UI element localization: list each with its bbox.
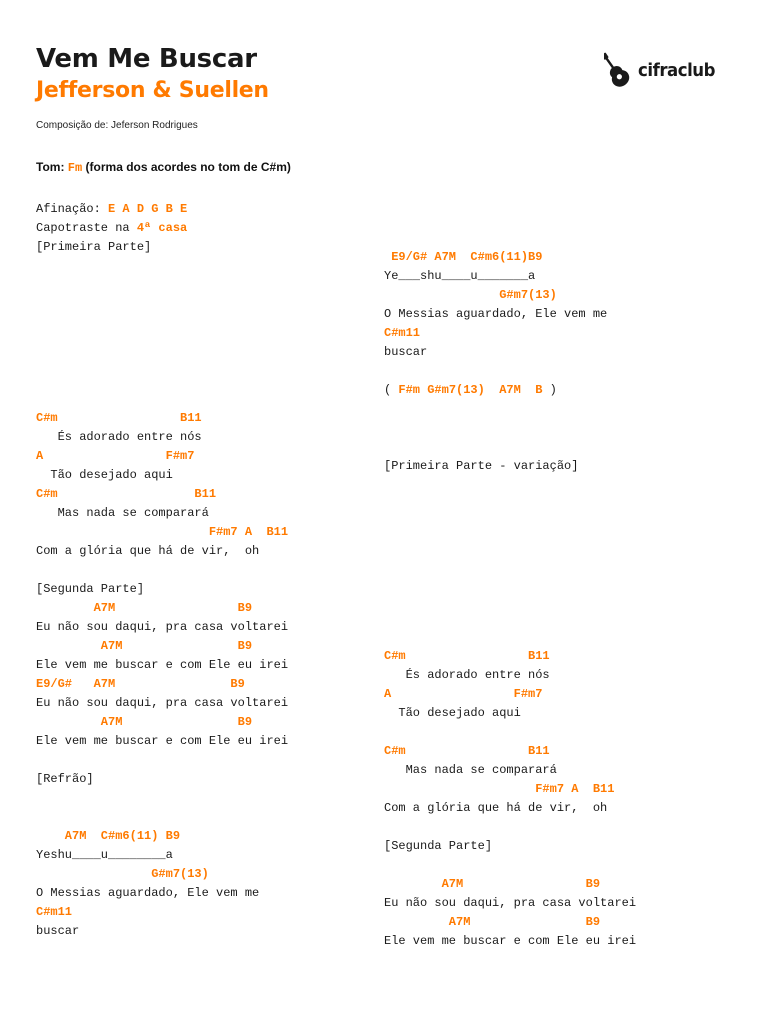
- section-heading: [36, 238, 288, 257]
- chord-line[interactable]: E9/G# A7M B9: [36, 677, 245, 691]
- lyric-text: Ye___shu____u_______a: [384, 269, 536, 283]
- chord-line[interactable]: A7M B9: [36, 601, 253, 615]
- key-line: [36, 160, 291, 175]
- lyric-line: [384, 799, 636, 818]
- section-label: [Primeira Parte]: [36, 240, 152, 254]
- blank-line: [384, 723, 636, 742]
- lyric-text: Capotraste na: [36, 221, 137, 235]
- blank-line: [384, 400, 636, 419]
- blank-line: [384, 609, 636, 628]
- key-note: (forma dos acordes no tom de C#m): [85, 160, 291, 174]
- left-column: [36, 200, 288, 941]
- blank-line: [384, 856, 636, 875]
- song-title: Vem Me Buscar: [36, 44, 257, 74]
- lyric-text: Mas nada se comparará: [36, 506, 209, 520]
- chord-line[interactable]: C#m B11: [384, 744, 550, 758]
- blank-line: [36, 808, 288, 827]
- lyric-line: [36, 656, 288, 675]
- chord-line[interactable]: G#m7(13): [384, 288, 557, 302]
- chord-line[interactable]: F#m7 A B11: [36, 525, 289, 539]
- blank-line: [384, 495, 636, 514]
- blank-line: [36, 257, 288, 276]
- blank-line: [384, 476, 636, 495]
- lyric-text: Tão desejado aqui: [384, 706, 521, 720]
- blank-line: [384, 590, 636, 609]
- lyric-line: [36, 846, 288, 865]
- lyric-text: Ele vem me buscar e com Ele eu irei: [384, 934, 637, 948]
- lyric-text: És adorado entre nós: [384, 668, 550, 682]
- lyric-text: buscar: [384, 345, 428, 359]
- section-label: [Refrão]: [36, 772, 94, 786]
- right-column: [384, 248, 636, 951]
- chord-line[interactable]: E9/G# A7M C#m6(11)B9: [384, 250, 543, 264]
- chord-line[interactable]: C#m11: [384, 326, 421, 340]
- cifraclub-logo[interactable]: [604, 46, 722, 94]
- lyric-text: Eu não sou daqui, pra casa voltarei: [384, 896, 637, 910]
- lyric-line: [36, 200, 288, 219]
- lyric-line: [384, 305, 636, 324]
- blank-line: [384, 571, 636, 590]
- lyric-text: Eu não sou daqui, pra casa voltarei: [36, 620, 289, 634]
- key-label: Tom:: [36, 160, 65, 174]
- section-heading: [36, 580, 288, 599]
- setting-value[interactable]: 4ª casa: [136, 221, 188, 235]
- lyric-text: Ele vem me buscar e com Ele eu irei: [36, 734, 289, 748]
- blank-line: [36, 789, 288, 808]
- blank-line: [384, 818, 636, 837]
- blank-line: [36, 295, 288, 314]
- lyric-text: O Messias aguardado, Ele vem me: [36, 886, 260, 900]
- key-chord[interactable]: Fm: [67, 161, 83, 175]
- chord-line[interactable]: C#m B11: [384, 649, 550, 663]
- section-label: [Primeira Parte - variação]: [384, 459, 579, 473]
- setting-value[interactable]: E A D G B E: [108, 202, 188, 216]
- blank-line: [384, 362, 636, 381]
- lyric-line: [384, 704, 636, 723]
- blank-line: [36, 352, 288, 371]
- blank-line: [36, 561, 288, 580]
- chord-line[interactable]: F#m7 A B11: [384, 782, 615, 796]
- guitar-icon: [604, 50, 640, 90]
- chord-line[interactable]: A7M B9: [384, 915, 601, 929]
- lyric-line: [384, 267, 636, 286]
- section-heading: [384, 837, 636, 856]
- lyric-line: [384, 666, 636, 685]
- lyric-text: O Messias aguardado, Ele vem me: [384, 307, 608, 321]
- lyric-line: [36, 428, 288, 447]
- lyric-text: Tão desejado aqui: [36, 468, 173, 482]
- lyric-line: [36, 922, 288, 941]
- section-label: [Segunda Parte]: [36, 582, 145, 596]
- sequence-close: ): [542, 383, 557, 397]
- chord-line[interactable]: C#m B11: [36, 411, 202, 425]
- blank-line: [384, 514, 636, 533]
- blank-line: [36, 371, 288, 390]
- blank-line: [36, 314, 288, 333]
- lyric-line: [384, 932, 636, 951]
- section-label: [Segunda Parte]: [384, 839, 493, 853]
- lyric-text: Mas nada se comparará: [384, 763, 557, 777]
- chord-line[interactable]: A F#m7: [384, 687, 543, 701]
- lyric-line: [36, 466, 288, 485]
- lyric-text: buscar: [36, 924, 80, 938]
- blank-line: [36, 276, 288, 295]
- composer-credit: Composição de: Jeferson Rodrigues: [36, 120, 198, 131]
- lyric-text: Eu não sou daqui, pra casa voltarei: [36, 696, 289, 710]
- section-heading: [36, 770, 288, 789]
- lyric-line: [36, 504, 288, 523]
- lyric-line: [36, 694, 288, 713]
- chord-line[interactable]: G#m7(13): [36, 867, 209, 881]
- blank-line: [384, 628, 636, 647]
- lyric-line: [36, 542, 288, 561]
- blank-line: [384, 438, 636, 457]
- lyric-text: Com a glória que há de vir, oh: [36, 544, 260, 558]
- sequence-open: (: [384, 383, 399, 397]
- blank-line: [384, 419, 636, 438]
- lyric-line: [36, 219, 288, 238]
- lyric-text: Yeshu____u________a: [36, 848, 173, 862]
- lyric-line: [36, 618, 288, 637]
- lyric-text: Afinação:: [36, 202, 109, 216]
- logo-text: cifraclub: [638, 59, 716, 81]
- chord-line[interactable]: A F#m7: [36, 449, 195, 463]
- artist-name[interactable]: Jefferson & Suellen: [36, 78, 269, 103]
- blank-line: [384, 533, 636, 552]
- chord-line[interactable]: C#m B11: [36, 487, 217, 501]
- lyric-text: És adorado entre nós: [36, 430, 202, 444]
- chord-line[interactable]: A7M B9: [36, 715, 253, 729]
- lyric-line: [384, 343, 636, 362]
- lyric-text: Ele vem me buscar e com Ele eu irei: [36, 658, 289, 672]
- chord-line[interactable]: A7M C#m6(11) B9: [36, 829, 181, 843]
- chord-line[interactable]: A7M B9: [36, 639, 253, 653]
- section-heading: [384, 457, 636, 476]
- chord-line[interactable]: C#m11: [36, 905, 73, 919]
- lyric-line: [384, 894, 636, 913]
- blank-line: [36, 333, 288, 352]
- chord-sequence[interactable]: F#m G#m7(13) A7M B: [398, 383, 543, 397]
- blank-line: [384, 552, 636, 571]
- blank-line: [36, 751, 288, 770]
- lyric-text: Com a glória que há de vir, oh: [384, 801, 608, 815]
- lyric-line: [384, 761, 636, 780]
- chord-line[interactable]: A7M B9: [384, 877, 601, 891]
- lyric-line: [36, 732, 288, 751]
- lyric-line: [36, 884, 288, 903]
- chord-sequence-line: [384, 381, 636, 400]
- blank-line: [36, 390, 288, 409]
